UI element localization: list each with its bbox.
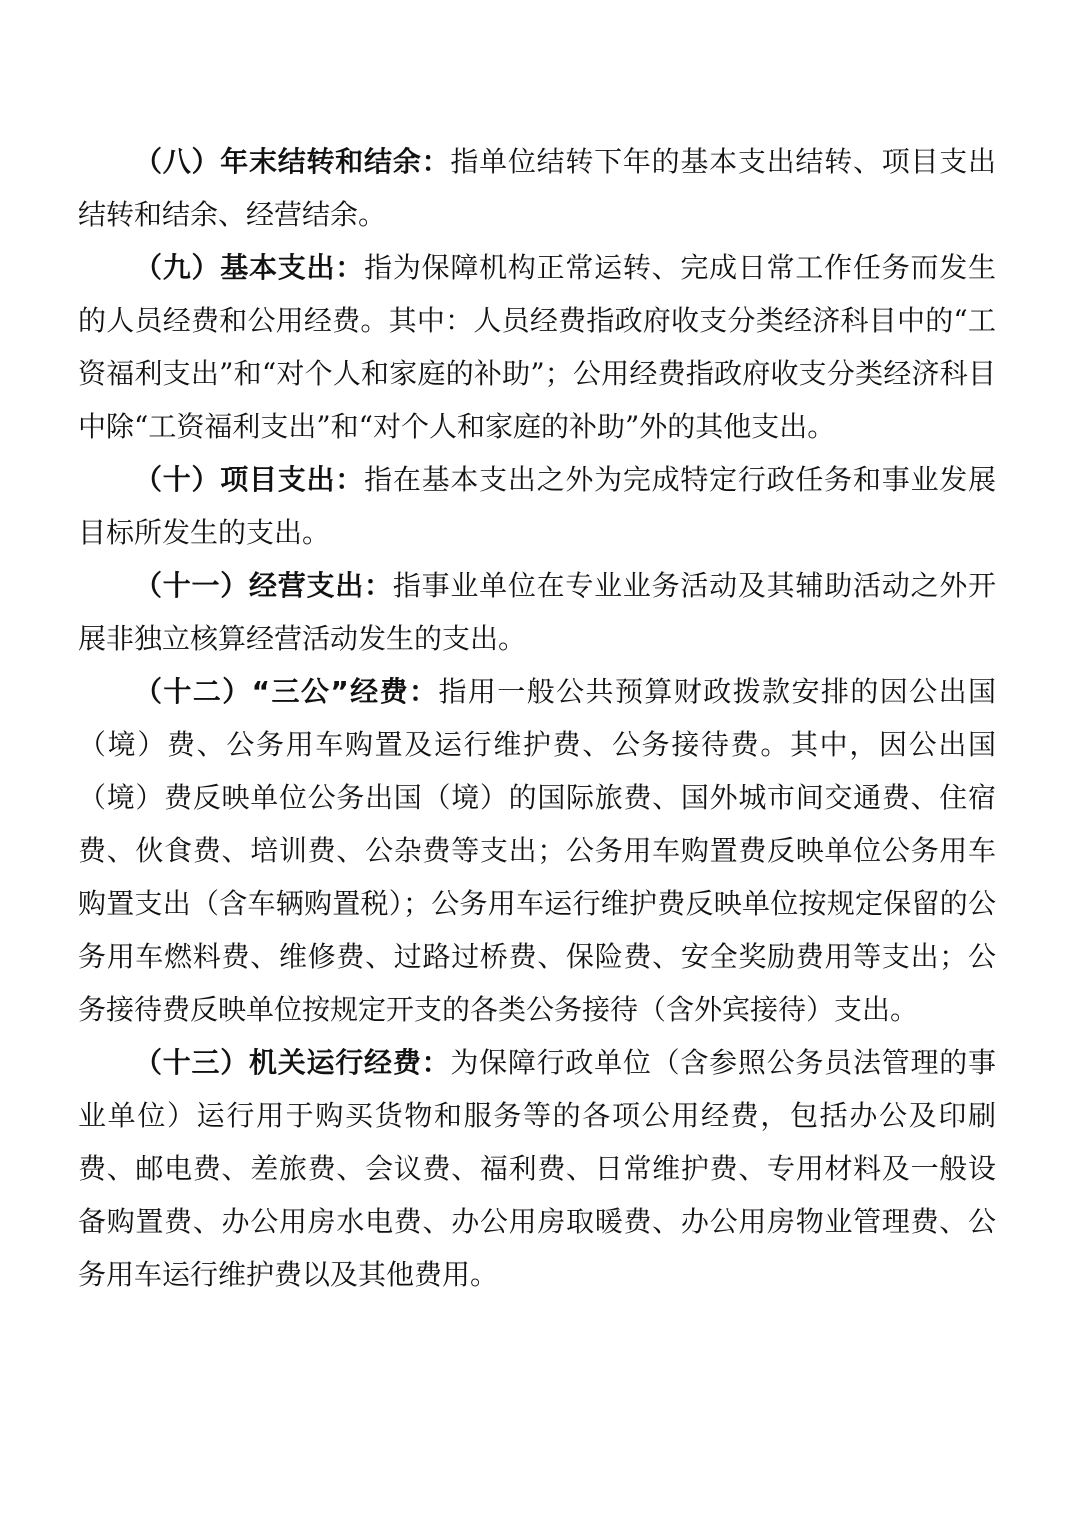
paragraph-basic-expenditure <box>78 241 996 453</box>
term-heading: （八）年末结转和结余： <box>134 145 451 178</box>
term-heading: （十三）机关运行经费： <box>134 1046 451 1079</box>
term-definition: 指在基本支出之外为完成特定行政任务和事业发展目标所发生的支出。 <box>78 463 996 549</box>
term-heading: （十一）经营支出： <box>134 569 393 602</box>
paragraph-agency-operating-funds <box>78 1036 996 1301</box>
term-heading: （十二）“三公”经费： <box>134 675 439 708</box>
term-definition: 指单位结转下年的基本支出结转、项目支出结转和结余、经营结余。 <box>78 145 996 231</box>
paragraph-project-expenditure <box>78 453 996 559</box>
term-heading: （十）项目支出： <box>134 463 365 496</box>
term-definition: 指用一般公共预算财政拨款安排的因公出国（境）费、公务用车购置及运行维护费、公务接待费。其中，因公出国（境）费反映单位公务出国（境）的国际旅费、国外城市间交通费、住宿费、伙食费、培训费、公杂费等支出；公务用车购置费反映单位公务用车购置支出（含车辆购置税）；公务用车运行维护费反映单位按规定保留的公务用车燃料费、维修费、过路过桥费、保险费、安全奖励费用等支出；公务接待费反映单位按规定开支的各类公务接待（含外宾接待）支出。 <box>78 675 996 1026</box>
term-definition: 指为保障机构正常运转、完成日常工作任务而发生的人员经费和公用经费。其中：人员经费指政府收支分类经济科目中的“工资福利支出”和“对个人和家庭的补助”；公用经费指政府收支分类经济科目中除“工资福利支出”和“对个人和家庭的补助”外的其他支出。 <box>78 251 996 443</box>
term-definition: 指事业单位在专业业务活动及其辅助活动之外开展非独立核算经营活动发生的支出。 <box>78 569 996 655</box>
document-body <box>78 135 996 1301</box>
term-heading: （九）基本支出： <box>134 251 365 284</box>
paragraph-three-public-expenses <box>78 665 996 1036</box>
paragraph-operating-expenditure <box>78 559 996 665</box>
term-definition: 为保障行政单位（含参照公务员法管理的事业单位）运行用于购买货物和服务等的各项公用经费，包括办公及印刷费、邮电费、差旅费、会议费、福利费、日常维护费、专用材料及一般设备购置费、办公用房水电费、办公用房取暖费、办公用房物业管理费、公务用车运行维护费以及其他费用。 <box>78 1046 996 1291</box>
paragraph-year-end-carryover <box>78 135 996 241</box>
